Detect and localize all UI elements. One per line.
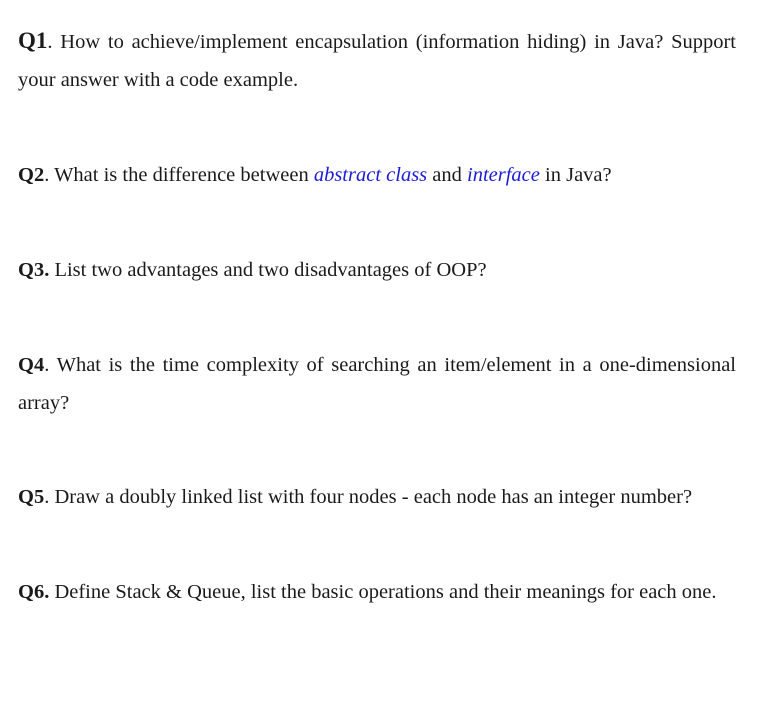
question-2 <box>18 156 736 194</box>
question-1-number: Q1 <box>18 28 48 53</box>
question-6-text: Define Stack & Queue, list the basic operations and their meanings for each one. <box>49 581 717 603</box>
question-2-text-middle: and <box>427 164 468 186</box>
term-abstract-class: abstract class <box>313 164 428 186</box>
question-4-text: . What is the time complexity of searching an item/element in a one-dimensional array? <box>18 354 736 414</box>
question-5 <box>18 478 736 516</box>
question-5-text: . Draw a doubly linked list with four nodes - each node has an integer number? <box>44 486 693 508</box>
question-1 <box>18 22 736 99</box>
question-2-text-before: . What is the difference between <box>44 164 314 186</box>
question-4-number: Q4 <box>18 354 45 376</box>
question-6-number: Q6. <box>18 581 50 603</box>
question-5-number: Q5 <box>18 486 45 508</box>
question-2-number: Q2 <box>18 164 45 186</box>
question-6 <box>18 573 736 611</box>
question-4 <box>18 346 736 422</box>
question-2-text-after: in Java? <box>539 164 612 186</box>
question-3-text: List two advantages and two disadvantages of OOP? <box>49 259 487 281</box>
question-1-text: . How to achieve/implement encapsulation (information hiding) in Java? Support your answer with a code example. <box>18 31 736 91</box>
question-3-number: Q3. <box>18 259 50 281</box>
question-3 <box>18 251 736 289</box>
term-interface: interface <box>467 164 540 186</box>
